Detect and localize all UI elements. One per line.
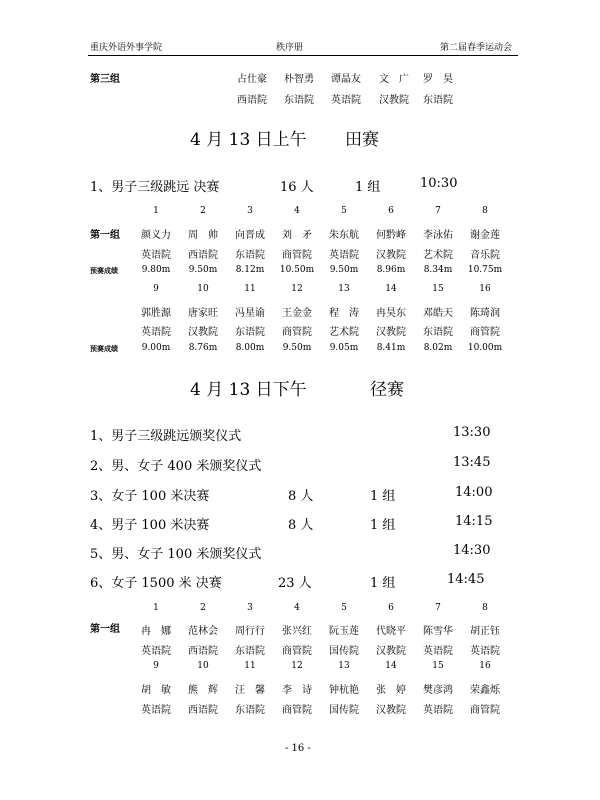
session2-date: 4 月 13 日下午 — [190, 380, 307, 400]
athlete-college: 汉教院 — [188, 327, 218, 338]
athlete-college: 艺术院 — [329, 327, 359, 338]
w1500-group-label: 第一组 — [90, 624, 120, 635]
triple-group-label: 第一组 — [90, 230, 120, 241]
athlete-name: 周 帅 — [188, 230, 218, 241]
athlete-college: 英语院 — [423, 705, 453, 716]
athlete-college: 商管院 — [282, 705, 312, 716]
athlete-college: 汉教院 — [376, 250, 406, 261]
prelim-score: 9.00m — [141, 343, 171, 353]
athlete-college: 英语院 — [470, 646, 500, 657]
bib-number: 5 — [341, 603, 347, 613]
event1-time: 10:30 — [420, 176, 458, 191]
prelim-score: 8.76m — [188, 343, 218, 353]
athlete-college: 东语院 — [423, 327, 453, 338]
athlete-name: 陈雪华 — [423, 626, 453, 637]
athlete-name: 钟杭艳 — [329, 685, 359, 696]
event-time: 13:30 — [453, 425, 491, 440]
bib-number: 16 — [479, 661, 491, 671]
prelim-score: 10.75m — [467, 265, 503, 275]
athlete-college: 商管院 — [470, 705, 500, 716]
bib-number: 14 — [385, 284, 397, 294]
athlete-college: 商管院 — [282, 646, 312, 657]
athlete-name: 范林会 — [188, 626, 218, 637]
bib-number: 15 — [432, 284, 444, 294]
bib-number: 3 — [247, 206, 253, 216]
triple-score-label-1: 预赛成绩 — [90, 266, 118, 275]
bib-number: 11 — [244, 284, 256, 294]
session2-type: 径赛 — [370, 380, 404, 400]
athlete-name: 刘 矛 — [282, 230, 312, 241]
triple-score-label-2: 预赛成绩 — [90, 344, 118, 353]
athlete-name: 阮玉莲 — [329, 626, 359, 637]
athlete-college: 商管院 — [470, 327, 500, 338]
athlete-college: 汉教院 — [376, 327, 406, 338]
athlete-college: 汉教院 — [376, 646, 406, 657]
bib-number: 2 — [200, 603, 206, 613]
athlete-name: 郭胜源 — [141, 308, 171, 319]
athlete-name: 樊彦鸿 — [423, 685, 453, 696]
athlete-name: 张兴红 — [282, 626, 312, 637]
event-groups: 1 组 — [370, 489, 396, 504]
athlete-college: 英语院 — [141, 250, 171, 261]
bib-number: 9 — [153, 661, 159, 671]
athlete-name: 唐家旺 — [188, 308, 218, 319]
session1-type: 田赛 — [345, 130, 379, 150]
group3-college: 东语院 — [284, 95, 314, 106]
prelim-score: 9.50m — [282, 343, 312, 353]
bib-number: 7 — [435, 206, 441, 216]
bib-number: 8 — [482, 603, 488, 613]
bib-number: 11 — [244, 661, 256, 671]
bib-number: 10 — [197, 284, 209, 294]
bib-number: 16 — [479, 284, 491, 294]
athlete-name: 代晓平 — [376, 626, 406, 637]
athlete-college: 西语院 — [188, 646, 218, 657]
athlete-college: 国传院 — [329, 646, 359, 657]
prelim-score: 10.00m — [467, 343, 503, 353]
page-number: - 16 - — [285, 743, 311, 754]
event-title: 1、男子三级跳远颁奖仪式 — [90, 429, 242, 444]
athlete-college: 英语院 — [329, 250, 359, 261]
athlete-college: 汉教院 — [376, 705, 406, 716]
prelim-score: 9.50m — [188, 265, 218, 275]
prelim-score: 8.96m — [376, 265, 406, 275]
event-groups: 1 组 — [370, 518, 396, 533]
prelim-score: 9.50m — [329, 265, 359, 275]
athlete-name: 汪 馨 — [235, 685, 265, 696]
athlete-name: 谢金莲 — [470, 230, 500, 241]
athlete-college: 英语院 — [423, 646, 453, 657]
athlete-name: 何黔峰 — [376, 230, 406, 241]
athlete-name: 程 涛 — [329, 308, 359, 319]
bib-number: 9 — [153, 284, 159, 294]
athlete-name: 周行行 — [235, 626, 265, 637]
athlete-name: 向晋成 — [235, 230, 265, 241]
athlete-name: 胡正钰 — [470, 626, 500, 637]
event-time: 14:45 — [447, 572, 485, 587]
prelim-score: 8.34m — [423, 265, 453, 275]
event-groups: 1 组 — [370, 576, 396, 591]
prelim-score: 8.00m — [235, 343, 265, 353]
athlete-college: 商管院 — [282, 327, 312, 338]
prelim-score: 8.41m — [376, 343, 406, 353]
athlete-college: 东语院 — [235, 646, 265, 657]
event-time: 14:15 — [455, 514, 493, 529]
bib-number: 1 — [153, 206, 159, 216]
event-title: 6、女子 1500 米 决赛 — [90, 576, 222, 591]
header-center: 秩序册 — [276, 43, 304, 53]
athlete-college: 音乐院 — [470, 250, 500, 261]
athlete-college: 英语院 — [141, 705, 171, 716]
prelim-score: 9.05m — [329, 343, 359, 353]
group3-name: 谭晶友 — [331, 74, 361, 85]
athlete-name: 熊 辉 — [188, 685, 218, 696]
bib-number: 2 — [200, 206, 206, 216]
group3-college: 东语院 — [423, 95, 453, 106]
bib-number: 14 — [385, 661, 397, 671]
prelim-score: 8.12m — [235, 265, 265, 275]
athlete-name: 李泳佑 — [423, 230, 453, 241]
bib-number: 4 — [294, 206, 300, 216]
athlete-college: 东语院 — [235, 250, 265, 261]
athlete-name: 颜义力 — [141, 230, 171, 241]
athlete-name: 邓皓天 — [423, 308, 453, 319]
athlete-college: 东语院 — [235, 327, 265, 338]
athlete-name: 陈琦润 — [470, 308, 500, 319]
athlete-college: 东语院 — [235, 705, 265, 716]
event-title: 3、女子 100 米决赛 — [90, 489, 210, 504]
athlete-college: 英语院 — [141, 646, 171, 657]
event1-count: 16 人 — [280, 180, 314, 195]
prelim-score: 9.80m — [141, 265, 171, 275]
group3-college: 汉教院 — [379, 95, 409, 106]
group3-name: 占仕豪 — [237, 74, 267, 85]
event-title: 2、男、女子 400 米颁奖仪式 — [90, 459, 262, 474]
bib-number: 13 — [338, 661, 350, 671]
bib-number: 10 — [197, 661, 209, 671]
bib-number: 12 — [291, 661, 303, 671]
athlete-name: 朱东航 — [329, 230, 359, 241]
event-count: 8 人 — [288, 518, 314, 533]
group3-label: 第三组 — [90, 74, 120, 85]
event-time: 14:00 — [455, 485, 493, 500]
athlete-college: 英语院 — [141, 327, 171, 338]
event-count: 23 人 — [278, 576, 312, 591]
bib-number: 8 — [482, 206, 488, 216]
event1-title: 1、男子三级跳远 决赛 — [90, 180, 220, 195]
bib-number: 4 — [294, 603, 300, 613]
event-time: 14:30 — [453, 543, 491, 558]
athlete-name: 冉昊东 — [376, 308, 406, 319]
bib-number: 6 — [388, 206, 394, 216]
athlete-name: 王金金 — [282, 308, 312, 319]
group3-name: 罗 昊 — [423, 74, 453, 85]
athlete-name: 冯星谕 — [235, 308, 265, 319]
header-left: 重庆外语外事学院 — [90, 43, 163, 53]
bib-number: 15 — [432, 661, 444, 671]
athlete-name: 张 婷 — [376, 685, 406, 696]
bib-number: 5 — [341, 206, 347, 216]
event-title: 4、男子 100 米决赛 — [90, 518, 210, 533]
group3-college: 英语院 — [331, 95, 361, 106]
athlete-name: 胡 敏 — [141, 685, 171, 696]
header-divider — [88, 55, 518, 56]
athlete-name: 冉 娜 — [141, 626, 171, 637]
session1-date: 4 月 13 日上午 — [190, 130, 307, 150]
prelim-score: 8.02m — [423, 343, 453, 353]
group3-name: 朴智勇 — [284, 74, 314, 85]
event1-groups: 1 组 — [355, 180, 381, 195]
bib-number: 1 — [153, 603, 159, 613]
athlete-college: 艺术院 — [423, 250, 453, 261]
athlete-name: 李 诗 — [282, 685, 312, 696]
bib-number: 13 — [338, 284, 350, 294]
event-count: 8 人 — [288, 489, 314, 504]
bib-number: 7 — [435, 603, 441, 613]
group3-college: 西语院 — [237, 95, 267, 106]
bib-number: 12 — [291, 284, 303, 294]
header-right: 第二届春季运动会 — [440, 43, 513, 53]
bib-number: 3 — [247, 603, 253, 613]
prelim-score: 10.50m — [279, 265, 315, 275]
athlete-college: 商管院 — [282, 250, 312, 261]
group3-name: 文 广 — [379, 74, 409, 85]
bib-number: 6 — [388, 603, 394, 613]
event-title: 5、男、女子 100 米颁奖仪式 — [90, 547, 262, 562]
athlete-name: 荣鑫烁 — [470, 685, 500, 696]
athlete-college: 西语院 — [188, 705, 218, 716]
athlete-college: 西语院 — [188, 250, 218, 261]
athlete-college: 国传院 — [329, 705, 359, 716]
event-time: 13:45 — [453, 455, 491, 470]
